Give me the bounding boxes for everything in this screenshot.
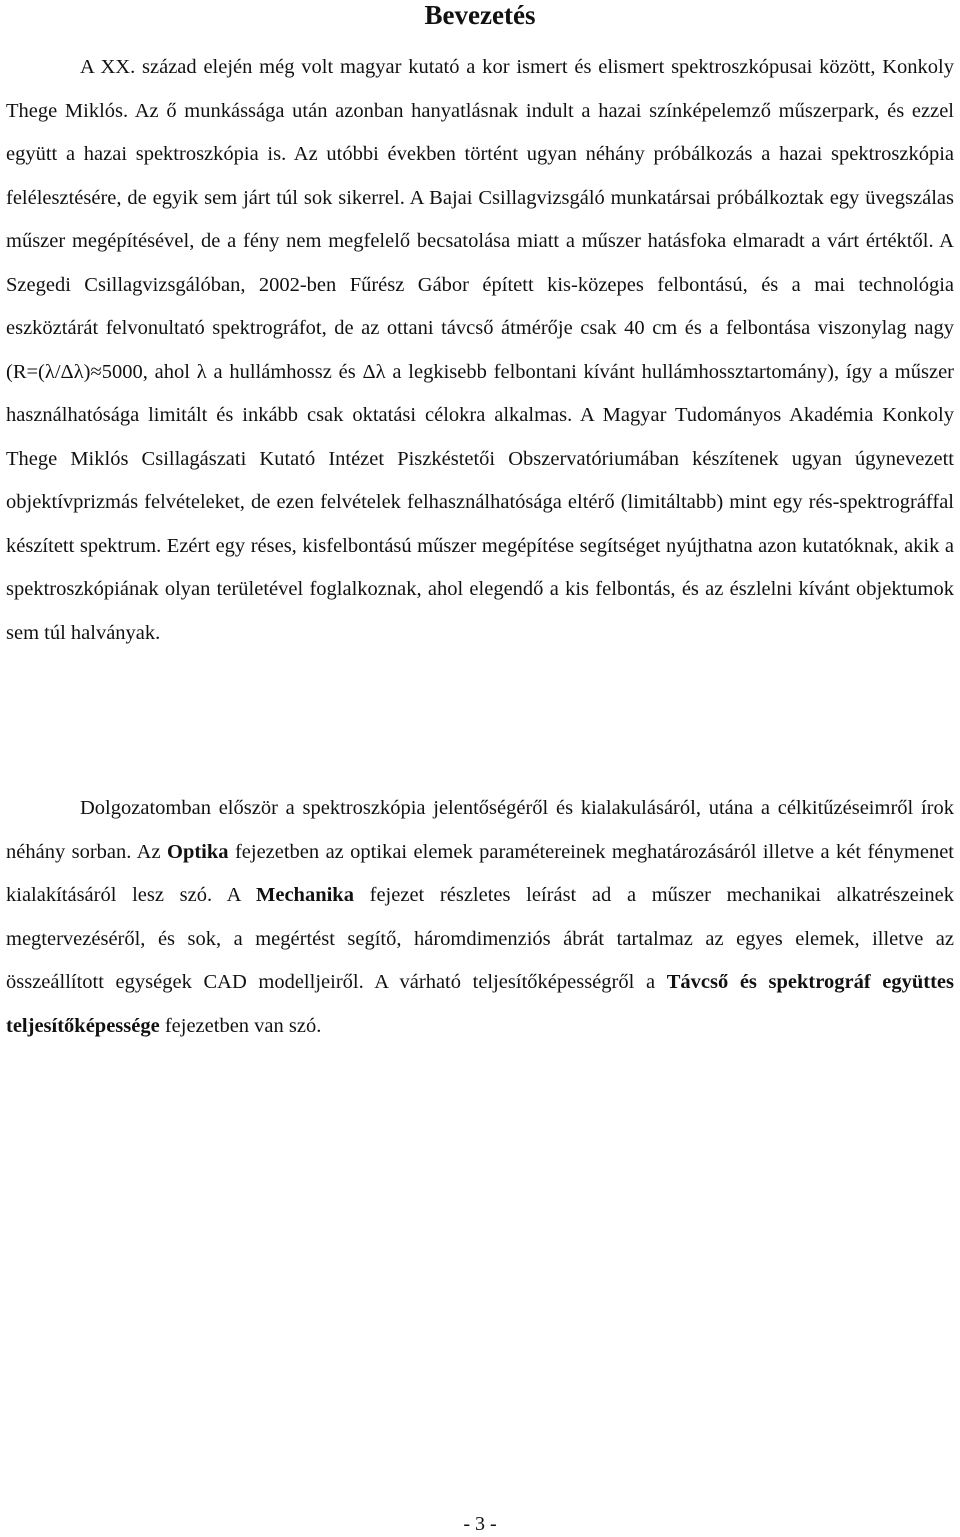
outline-text-2: fejezetben az optikai elemek paramétereinek meghatározásáról illetve a két fénymenet kialakításáról lesz szó. A: [6, 840, 954, 906]
outline-text-3: fejezet részletes leírást ad a műszer mechanikai alkatrészeinek megtervezéséről, és sok, a megértést segítő, háromdimenziós ábrát tartalmaz az egyes elemek, illetve az összeállított egységek CAD modelljeiről. A várható teljesítőképességről a: [6, 884, 954, 993]
outline-text-1: Dolgozatomban először a spektroszkópia jelentőségéről és kialakulásáról, utána a célkitűzéseimről írok néhány sorban. Az: [6, 797, 954, 863]
chapter-teljesitokepesseg: Távcső és spektrográf együttes teljesítőképessége: [6, 971, 955, 1037]
page-number: - 3 -: [463, 1513, 497, 1535]
page-title: Bevezetés: [424, 0, 536, 30]
intro-paragraph: A XX. század elején még volt magyar kutató a kor ismert és elismert spektroszkópusai között, Konkoly Thege Miklós. Az ő munkássága után azonban hanyatlásnak indult a hazai színképelemző műszerpark, és ezzel együtt a hazai spektroszkópia is. Az utóbbi években történt ugyan néhány próbálkozás a hazai spektroszkópia felélesztésére, de egyik sem járt túl sok sikerrel. A Bajai Csillagvizsgáló munkatársai próbálkoztak egy üvegszálas műszer megépítésével, de a fény nem megfelelő becsatolása miatt a műszer hatásfoka elmaradt a várt értéktől. A Szegedi Csillagvizsgálóban, 2002-ben Fűrész Gábor épített kis-közepes felbontású, és a mai technológia eszköztárát felvonultató spektrográfot, de az ottani távcső átmérője csak 40 cm és a felbontása viszonylag nagy (R=(λ/Δλ)≈5000, ahol λ a hullámhossz és Δλ a legkisebb felbontani kívánt hullámhossztartomány), így a műszer használhatósága limitált és inkább csak oktatási célokra alkalmas. A Magyar Tudományos Akadémia Konkoly Thege Miklós Csillagászati Kutató Intézet Piszkéstetői Obszervatóriumában készítenek ugyan úgynevezett objektívprizmás felvételeket, de ezen felvételek felhasználhatósága eltérő (limitáltabb) mint egy rés-spektrográffal készített spektrum. Ezért egy réses, kisfelbontású műszer megépítése segítséget nyújthatna azon kutatóknak, akik a spektroszkópiának olyan területével foglalkoznak, ahol elegendő a kis felbontás, és az észlelni kívánt objektumok sem túl halványak.: [6, 56, 954, 644]
outline-text-4: fejezetben van szó.: [159, 1014, 322, 1037]
chapter-optika: Optika: [167, 840, 229, 863]
chapter-mechanika: Mechanika: [256, 884, 354, 906]
outline-paragraph: [6, 787, 954, 1048]
